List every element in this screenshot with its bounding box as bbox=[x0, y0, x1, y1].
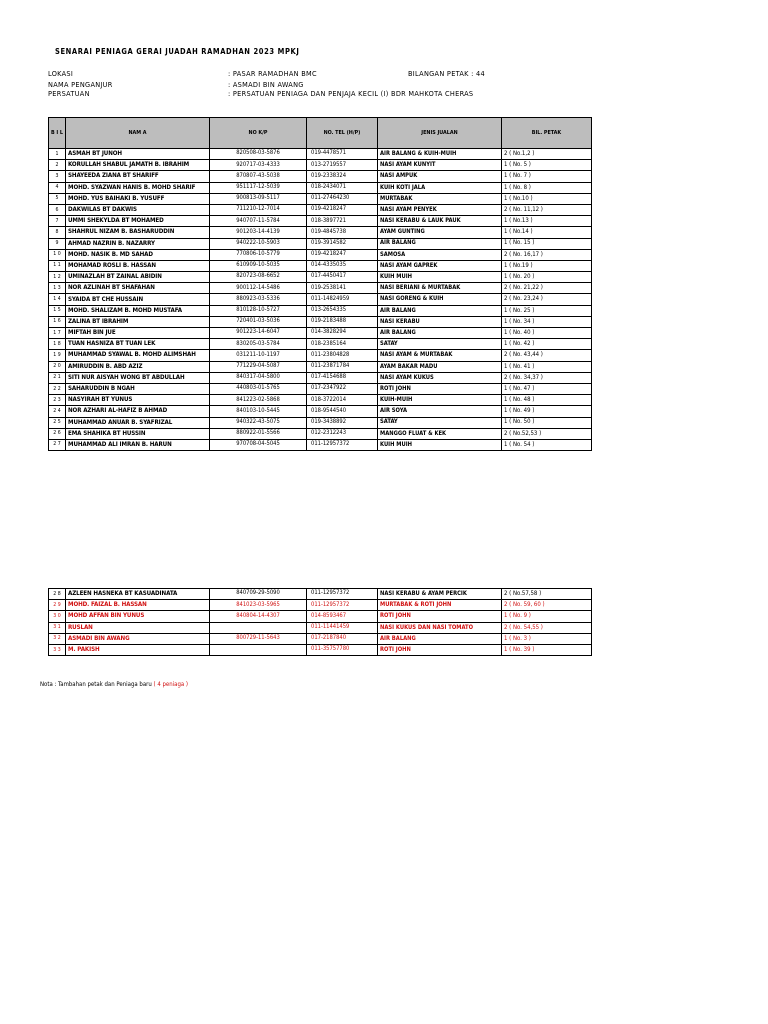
row-jenis: NASI AYAM PENYEK bbox=[378, 204, 502, 215]
row-petak: 2 ( No. 43,44 ) bbox=[502, 350, 592, 361]
row-nama: AHMAD NAZRIN B. NAZARRY bbox=[66, 238, 210, 249]
row-tel: 011-12957372 bbox=[307, 439, 378, 450]
row-petak: 2 ( No. 54,55 ) bbox=[502, 622, 592, 633]
row-bil: 2 5 bbox=[49, 417, 66, 428]
row-tel: 013-2654335 bbox=[307, 305, 378, 316]
row-tel: 011-12957372 bbox=[307, 600, 378, 611]
note bbox=[40, 681, 188, 688]
row-bil: 2 7 bbox=[49, 439, 66, 450]
row-ic: 870807-43-5038 bbox=[210, 171, 307, 182]
table-row bbox=[49, 294, 592, 305]
row-nama: AMIRUDDIN B. ABD AZIZ bbox=[66, 361, 210, 372]
row-jenis: AYAM BAKAR MADU bbox=[378, 361, 502, 372]
row-petak: 1 ( No. 5 ) bbox=[502, 160, 592, 171]
row-ic: 820508-03-5876 bbox=[210, 149, 307, 160]
row-petak: 1 ( No. 42 ) bbox=[502, 339, 592, 350]
row-petak: 2 ( No. 23,24 ) bbox=[502, 294, 592, 305]
row-jenis: SATAY bbox=[378, 339, 502, 350]
row-bil: 1 6 bbox=[49, 316, 66, 327]
row-jenis: AIR BALANG bbox=[378, 305, 502, 316]
row-jenis: NASI BERIANI & MURTABAK bbox=[378, 283, 502, 294]
document-title: SENARAI PENIAGA GERAI JUADAH RAMADHAN 2023 MPKJ bbox=[55, 47, 300, 56]
row-tel: 011-23871784 bbox=[307, 361, 378, 372]
row-ic: 970708-04-5045 bbox=[210, 439, 307, 450]
row-petak: 1 ( No. 54 ) bbox=[502, 439, 592, 450]
row-tel: 011-27464230 bbox=[307, 193, 378, 204]
row-tel: 012-2312243 bbox=[307, 428, 378, 439]
tambahan-body bbox=[49, 589, 592, 656]
row-tel: 019-4845738 bbox=[307, 227, 378, 238]
row-jenis: AIR BALANG bbox=[378, 633, 502, 644]
row-ic bbox=[210, 622, 307, 633]
row-bil: 1 8 bbox=[49, 339, 66, 350]
row-petak: 2 ( No.52,53 ) bbox=[502, 428, 592, 439]
tambahan-table bbox=[48, 588, 592, 656]
row-jenis: KUIH KOTI JALA bbox=[378, 182, 502, 193]
row-bil: 2 6 bbox=[49, 428, 66, 439]
row-nama: KORULLAH SHABUL JAMATH B. IBRAHIM bbox=[66, 160, 210, 171]
row-tel: 019-2538141 bbox=[307, 283, 378, 294]
table-row bbox=[49, 644, 592, 655]
row-jenis: NASI AMPUK bbox=[378, 171, 502, 182]
table-row bbox=[49, 383, 592, 394]
row-nama: UMINAZLAH BT ZAINAL ABIDIN bbox=[66, 272, 210, 283]
lokasi-label: LOKASI bbox=[48, 69, 74, 78]
row-bil: 2 1 bbox=[49, 372, 66, 383]
table-row bbox=[49, 204, 592, 215]
row-ic: 940322-43-5075 bbox=[210, 417, 307, 428]
row-ic: 900813-09-5117 bbox=[210, 193, 307, 204]
row-petak: 1 ( No. 49 ) bbox=[502, 406, 592, 417]
row-bil: 1 bbox=[49, 149, 66, 160]
table-body bbox=[49, 149, 592, 451]
header-jenis: JENIS JUALAN bbox=[378, 118, 502, 149]
note-highlight: ( 4 peniaga ) bbox=[153, 681, 189, 688]
row-ic: 951117-12-5039 bbox=[210, 182, 307, 193]
row-ic: 841023-03-5965 bbox=[210, 600, 307, 611]
row-jenis: KUIH MUIH bbox=[378, 439, 502, 450]
row-ic: 840709-29-5090 bbox=[210, 589, 307, 600]
penganjur-label: NAMA PENGANJUR bbox=[48, 80, 113, 89]
table-row bbox=[49, 417, 592, 428]
row-ic: 830205-03-5784 bbox=[210, 339, 307, 350]
row-jenis: SATAY bbox=[378, 417, 502, 428]
row-jenis: SAMOSA bbox=[378, 249, 502, 260]
row-ic: 880922-01-5566 bbox=[210, 428, 307, 439]
row-nama: TUAN HASNIZA BT TUAN LEK bbox=[66, 339, 210, 350]
row-nama: MOHD. NASIK B. MD SAHAD bbox=[66, 249, 210, 260]
row-jenis: AIR BALANG bbox=[378, 238, 502, 249]
row-jenis: MANGGO FLUAT & KEK bbox=[378, 428, 502, 439]
table-header-row bbox=[49, 118, 592, 149]
row-nama: MOHD. FAIZAL B. HASSAN bbox=[66, 600, 210, 611]
row-tel: 019-4218247 bbox=[307, 204, 378, 215]
row-bil: 3 2 bbox=[49, 633, 66, 644]
row-jenis: KUIH-MUIH bbox=[378, 395, 502, 406]
table-row bbox=[49, 249, 592, 260]
row-petak: 1 ( No. 7 ) bbox=[502, 171, 592, 182]
row-petak: 1 ( No.19 ) bbox=[502, 260, 592, 271]
row-bil: 2 0 bbox=[49, 361, 66, 372]
row-petak: 2 ( No. 34,37 ) bbox=[502, 372, 592, 383]
table-row bbox=[49, 589, 592, 600]
row-tel: 019-3438892 bbox=[307, 417, 378, 428]
row-jenis: NASI KUKUS DAN NASI TOMATO bbox=[378, 622, 502, 633]
row-bil: 1 4 bbox=[49, 294, 66, 305]
row-jenis: MURTABAK & ROTI JOHN bbox=[378, 600, 502, 611]
row-ic: 900112-14-5486 bbox=[210, 283, 307, 294]
row-nama: AZLEEN HASNEKA BT KASUADINATA bbox=[66, 589, 210, 600]
table-row bbox=[49, 193, 592, 204]
row-ic: 800729-11-5643 bbox=[210, 633, 307, 644]
row-ic: 940707-11-5784 bbox=[210, 216, 307, 227]
row-bil: 2 9 bbox=[49, 600, 66, 611]
table-row bbox=[49, 316, 592, 327]
row-ic: 840804-14-4307 bbox=[210, 611, 307, 622]
row-ic: 820723-08-6652 bbox=[210, 272, 307, 283]
row-ic: 720401-03-5036 bbox=[210, 316, 307, 327]
row-ic: 810128-10-5727 bbox=[210, 305, 307, 316]
row-tel: 011-35757780 bbox=[307, 644, 378, 655]
row-tel: 018-2434071 bbox=[307, 182, 378, 193]
lokasi-value: : PASAR RAMADHAN BMC bbox=[228, 69, 317, 78]
row-nama: MUHAMMAD SYAWAL B. MOHD ALIMSHAH bbox=[66, 350, 210, 361]
header-bil: B I L bbox=[49, 118, 66, 149]
row-jenis: AYAM GUNTING bbox=[378, 227, 502, 238]
row-bil: 2 bbox=[49, 160, 66, 171]
row-nama: NOR AZHARI AL-HAFIZ B AHMAD bbox=[66, 406, 210, 417]
row-nama: DAKWILAS BT DAKWIS bbox=[66, 204, 210, 215]
row-bil: 1 0 bbox=[49, 249, 66, 260]
row-petak: 1 ( No.13 ) bbox=[502, 216, 592, 227]
row-ic: 440803-01-5765 bbox=[210, 383, 307, 394]
row-petak: 2 ( No. 11,12 ) bbox=[502, 204, 592, 215]
table-row bbox=[49, 439, 592, 450]
row-nama: NASYIRAH BT YUNUS bbox=[66, 395, 210, 406]
row-petak: 1 ( No. 20 ) bbox=[502, 272, 592, 283]
row-nama: MOHD. SHALIZAM B. MOHD MUSTAFA bbox=[66, 305, 210, 316]
row-nama: MUHAMMAD ANUAR B. SYAFRIZAL bbox=[66, 417, 210, 428]
table-row bbox=[49, 227, 592, 238]
row-nama: MOHD. SYAZWAN HANIS B. MOHD SHARIF bbox=[66, 182, 210, 193]
row-tel: 014-4335035 bbox=[307, 260, 378, 271]
row-jenis: MURTABAK bbox=[378, 193, 502, 204]
persatuan-label: PERSATUAN bbox=[48, 89, 90, 98]
row-ic: 840317-04-5800 bbox=[210, 372, 307, 383]
row-ic: 031211-10-1197 bbox=[210, 350, 307, 361]
row-nama: MOHAMAD ROSLI B. HASSAN bbox=[66, 260, 210, 271]
table-row bbox=[49, 339, 592, 350]
table-row bbox=[49, 272, 592, 283]
row-jenis: AIR BALANG bbox=[378, 328, 502, 339]
row-petak: 2 ( No. 16,17 ) bbox=[502, 249, 592, 260]
table-row bbox=[49, 328, 592, 339]
table-row bbox=[49, 622, 592, 633]
table-row bbox=[49, 171, 592, 182]
row-nama: SHAYEEDA ZIANA BT SHARIFF bbox=[66, 171, 210, 182]
row-tel: 018-9544540 bbox=[307, 406, 378, 417]
row-nama: MIFTAH BIN JUE bbox=[66, 328, 210, 339]
row-tel: 014-3828294 bbox=[307, 328, 378, 339]
row-petak: 1 ( No. 8 ) bbox=[502, 182, 592, 193]
row-bil: 1 7 bbox=[49, 328, 66, 339]
row-ic: 770806-10-5779 bbox=[210, 249, 307, 260]
row-nama: MOHD AFFAN BIN YUNUS bbox=[66, 611, 210, 622]
row-bil: 1 5 bbox=[49, 305, 66, 316]
row-ic: 880923-03-5336 bbox=[210, 294, 307, 305]
row-jenis: AIR SOYA bbox=[378, 406, 502, 417]
row-bil: 1 1 bbox=[49, 260, 66, 271]
row-nama: RUSLAN bbox=[66, 622, 210, 633]
table-row bbox=[49, 350, 592, 361]
row-tel: 017-4450417 bbox=[307, 272, 378, 283]
row-tel: 011-12957372 bbox=[307, 589, 378, 600]
row-nama: EMA SHAHIKA BT HUSSIN bbox=[66, 428, 210, 439]
row-tel: 017-2347922 bbox=[307, 383, 378, 394]
row-nama: NOR AZLINAH BT SHAFAHAN bbox=[66, 283, 210, 294]
row-jenis: ROTI JOHN bbox=[378, 644, 502, 655]
persatuan-value: : PERSATUAN PENIAGA DAN PENJAJA KECIL (I) BDR MAHKOTA CHERAS bbox=[228, 89, 474, 98]
table-row bbox=[49, 600, 592, 611]
note-prefix: Nota : Tambahan petak dan Peniaga baru bbox=[40, 681, 152, 688]
table-row bbox=[49, 216, 592, 227]
row-tel: 011-23804828 bbox=[307, 350, 378, 361]
row-bil: 3 1 bbox=[49, 622, 66, 633]
row-nama: ZALINA BT IBRAHIM bbox=[66, 316, 210, 327]
row-tel: 011-11441459 bbox=[307, 622, 378, 633]
header-tel: NO. TEL (H/P) bbox=[307, 118, 378, 149]
row-bil: 6 bbox=[49, 204, 66, 215]
table-row bbox=[49, 361, 592, 372]
table-row bbox=[49, 428, 592, 439]
row-bil: 8 bbox=[49, 227, 66, 238]
row-bil: 4 bbox=[49, 182, 66, 193]
row-tel: 019-4218247 bbox=[307, 249, 378, 260]
row-bil: 9 bbox=[49, 238, 66, 249]
table-row bbox=[49, 283, 592, 294]
row-bil: 2 8 bbox=[49, 589, 66, 600]
row-bil: 1 2 bbox=[49, 272, 66, 283]
row-bil: 7 bbox=[49, 216, 66, 227]
header-nama: NAM A bbox=[66, 118, 210, 149]
row-petak: 1 ( No. 15 ) bbox=[502, 238, 592, 249]
table-row bbox=[49, 149, 592, 160]
row-tel: 019-2183488 bbox=[307, 316, 378, 327]
row-tel: 018-3722014 bbox=[307, 395, 378, 406]
row-jenis: NASI AYAM GAPREK bbox=[378, 260, 502, 271]
row-jenis: AIR BALANG & KUIH-MUIH bbox=[378, 149, 502, 160]
row-tel: 014-8593467 bbox=[307, 611, 378, 622]
table-row bbox=[49, 611, 592, 622]
row-jenis: ROTI JOHN bbox=[378, 611, 502, 622]
row-bil: 2 2 bbox=[49, 383, 66, 394]
row-nama: MUHAMMAD ALI IMRAN B. HARUN bbox=[66, 439, 210, 450]
row-nama: ASMAH BT JUNOH bbox=[66, 149, 210, 160]
row-petak: 1 ( No.10 ) bbox=[502, 193, 592, 204]
row-nama: SITI NUR AISYAH WONG BT ABDULLAH bbox=[66, 372, 210, 383]
row-jenis: NASI AYAM & MURTABAK bbox=[378, 350, 502, 361]
row-petak: 1 ( No. 25 ) bbox=[502, 305, 592, 316]
header-petak: BIL. PETAK bbox=[502, 118, 592, 149]
row-ic: 920717-03-4333 bbox=[210, 160, 307, 171]
row-ic bbox=[210, 644, 307, 655]
row-ic: 940222-10-5903 bbox=[210, 238, 307, 249]
row-petak: 2 ( No. 59, 60 ) bbox=[502, 600, 592, 611]
bilangan-petak: BILANGAN PETAK : 44 bbox=[408, 69, 486, 78]
row-jenis: NASI AYAM KUKUS bbox=[378, 372, 502, 383]
row-tel: 019-3914582 bbox=[307, 238, 378, 249]
peniaga-table bbox=[48, 117, 592, 451]
row-nama: UMMI SHEKYLDA BT MOHAMED bbox=[66, 216, 210, 227]
row-ic: 711210-12-7014 bbox=[210, 204, 307, 215]
row-petak: 1 ( No. 47 ) bbox=[502, 383, 592, 394]
row-tel: 011-14824959 bbox=[307, 294, 378, 305]
row-jenis: ROTI JOHN bbox=[378, 383, 502, 394]
row-petak: 1 ( No. 34 ) bbox=[502, 316, 592, 327]
header-ic: NO K/P bbox=[210, 118, 307, 149]
row-petak: 2 ( No. 21,22 ) bbox=[502, 283, 592, 294]
row-petak: 2 ( No.57,58 ) bbox=[502, 589, 592, 600]
row-bil: 3 3 bbox=[49, 644, 66, 655]
penganjur-value: : ASMADI BIN AWANG bbox=[228, 80, 304, 89]
row-nama: MOHD. YUS BAIHAKI B. YUSUFF bbox=[66, 193, 210, 204]
table-row bbox=[49, 238, 592, 249]
table-row bbox=[49, 395, 592, 406]
row-nama: SHAHRUL NIZAM B. BASHARUDDIN bbox=[66, 227, 210, 238]
row-tel: 017-4154688 bbox=[307, 372, 378, 383]
row-ic: 610909-10-5035 bbox=[210, 260, 307, 271]
row-bil: 3 bbox=[49, 171, 66, 182]
row-tel: 018-3897721 bbox=[307, 216, 378, 227]
row-bil: 1 3 bbox=[49, 283, 66, 294]
row-jenis: KUIH MUIH bbox=[378, 272, 502, 283]
row-petak: 1 ( No.14 ) bbox=[502, 227, 592, 238]
row-jenis: NASI AYAM KUNYIT bbox=[378, 160, 502, 171]
row-bil: 1 9 bbox=[49, 350, 66, 361]
row-bil: 3 0 bbox=[49, 611, 66, 622]
row-jenis: NASI KERABU & LAUK PAUK bbox=[378, 216, 502, 227]
table-row bbox=[49, 372, 592, 383]
row-petak: 1 ( No. 9 ) bbox=[502, 611, 592, 622]
row-ic: 841223-02-5868 bbox=[210, 395, 307, 406]
row-ic: 840103-10-5445 bbox=[210, 406, 307, 417]
row-petak: 1 ( No. 41 ) bbox=[502, 361, 592, 372]
table-row bbox=[49, 260, 592, 271]
row-ic: 771229-04-5087 bbox=[210, 361, 307, 372]
row-tel: 013-2719557 bbox=[307, 160, 378, 171]
row-petak: 1 ( No. 48 ) bbox=[502, 395, 592, 406]
row-jenis: NASI KERABU bbox=[378, 316, 502, 327]
row-tel: 019-2338324 bbox=[307, 171, 378, 182]
table-row bbox=[49, 160, 592, 171]
row-jenis: NASI GORENG & KUIH bbox=[378, 294, 502, 305]
row-ic: 901223-14-6047 bbox=[210, 328, 307, 339]
table-row bbox=[49, 305, 592, 316]
table-row bbox=[49, 182, 592, 193]
row-nama: SYAIDA BT CHE HUSSAIN bbox=[66, 294, 210, 305]
row-tel: 017-2187840 bbox=[307, 633, 378, 644]
row-bil: 5 bbox=[49, 193, 66, 204]
row-petak: 1 ( No. 3 ) bbox=[502, 633, 592, 644]
row-nama: SAHARUDDIN B NGAH bbox=[66, 383, 210, 394]
row-bil: 2 4 bbox=[49, 406, 66, 417]
row-nama: ASMADI BIN AWANG bbox=[66, 633, 210, 644]
row-petak: 1 ( No. 40 ) bbox=[502, 328, 592, 339]
row-tel: 019-4478571 bbox=[307, 149, 378, 160]
row-nama: M. PAKISH bbox=[66, 644, 210, 655]
table-row bbox=[49, 633, 592, 644]
row-tel: 018-2385164 bbox=[307, 339, 378, 350]
row-bil: 2 3 bbox=[49, 395, 66, 406]
row-petak: 1 ( No. 50 ) bbox=[502, 417, 592, 428]
table-row bbox=[49, 406, 592, 417]
row-petak: 1 ( No. 39 ) bbox=[502, 644, 592, 655]
row-ic: 901203-14-4139 bbox=[210, 227, 307, 238]
row-jenis: NASI KERABU & AYAM PERCIK bbox=[378, 589, 502, 600]
row-petak: 2 ( No.1,2 ) bbox=[502, 149, 592, 160]
